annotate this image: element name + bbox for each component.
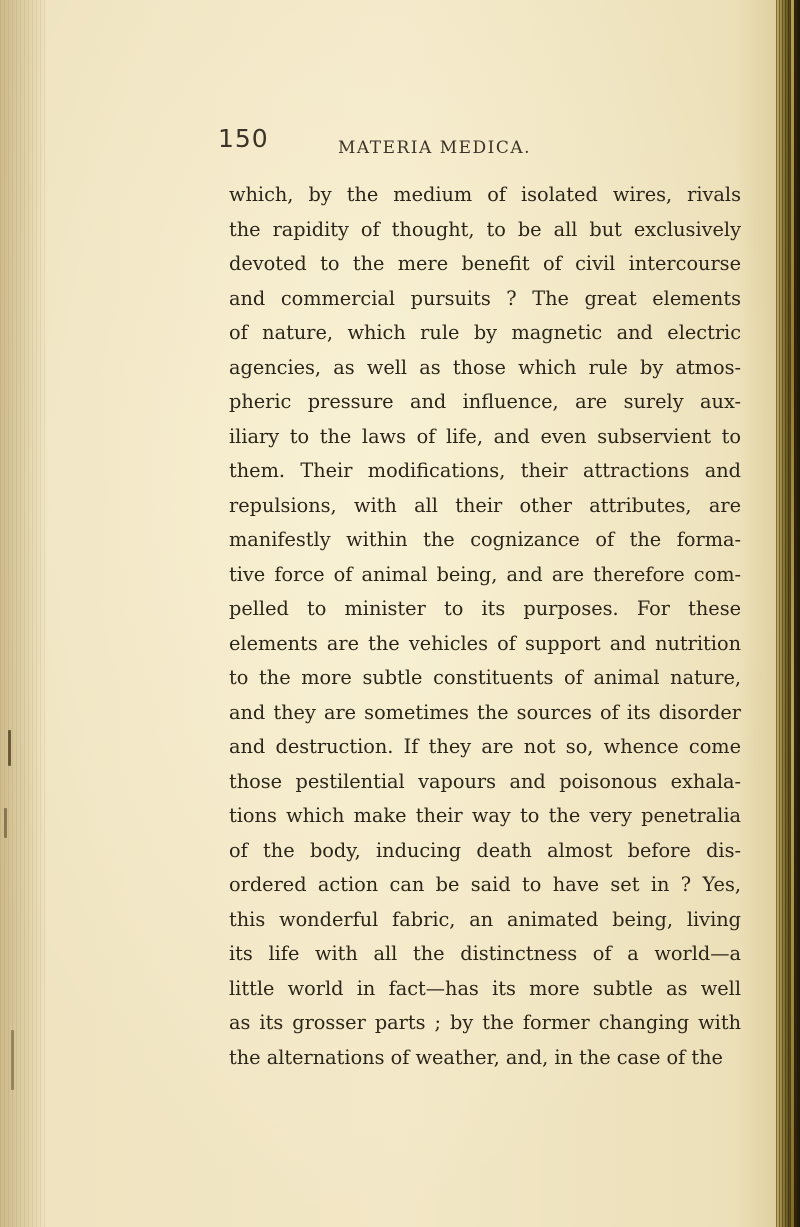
page-number: 150 [218, 124, 269, 153]
page-fore-edge [776, 0, 800, 1227]
text-line: devoted to the mere benefit of civil intercourse [229, 252, 741, 275]
text-line: elements are the vehicles of support and nutrition [229, 631, 741, 655]
text-line: of the body, inducing death almost before dis- [229, 838, 741, 862]
text-line: which, by the medium of isolated wires, rivals [229, 183, 741, 206]
text-line: pelled to minister to its purposes. For these [229, 597, 741, 620]
text-line: ordered action can be said to have set in ? Yes, [229, 873, 741, 896]
page-gutter [0, 0, 46, 1227]
running-head: MATERIA MEDICA. [338, 138, 532, 158]
page-header [218, 124, 738, 162]
text-line: manifestly within the cognizance of the forma- [229, 528, 741, 551]
text-line: of nature, which rule by magnetic and electric [229, 321, 741, 344]
text-line: repulsions, with all their other attributes, are [229, 493, 741, 517]
fore-edge-gilt [791, 0, 794, 1227]
text-line: as its grosser parts ; by the former changing with [229, 1011, 741, 1034]
gutter-mark [8, 730, 11, 766]
text-line: tive force of animal being, and are therefore com- [229, 562, 741, 586]
text-line: iliary to the laws of life, and even subservient to [229, 424, 741, 448]
text-line: those pestilential vapours and poisonous exhala- [229, 769, 741, 793]
gutter-mark [4, 808, 7, 838]
text-line: the alternations of weather, and, in the case of the [229, 1045, 723, 1069]
text-line: and commercial pursuits ? The great elements [229, 286, 741, 310]
text-line: tions which make their way to the very penetralia [229, 804, 741, 827]
text-line: and they are sometimes the sources of its disorder [229, 700, 741, 724]
text-line: them. Their modifications, their attractions and [229, 459, 741, 482]
text-line: the rapidity of thought, to be all but exclusively [229, 217, 741, 241]
text-line: and destruction. If they are not so, whence come [229, 735, 741, 758]
text-line: agencies, as well as those which rule by atmos- [229, 355, 741, 379]
text-line: pheric pressure and influence, are surely aux- [229, 390, 741, 413]
body-text [229, 178, 741, 1075]
gutter-mark [11, 1030, 14, 1090]
text-line: its life with all the distinctness of a world—a [229, 942, 741, 965]
text-line: this wonderful fabric, an animated being, living [229, 907, 741, 931]
text-line: to the more subtle constituents of animal nature, [229, 666, 741, 689]
text-line: little world in fact—has its more subtle as well [229, 976, 741, 1000]
